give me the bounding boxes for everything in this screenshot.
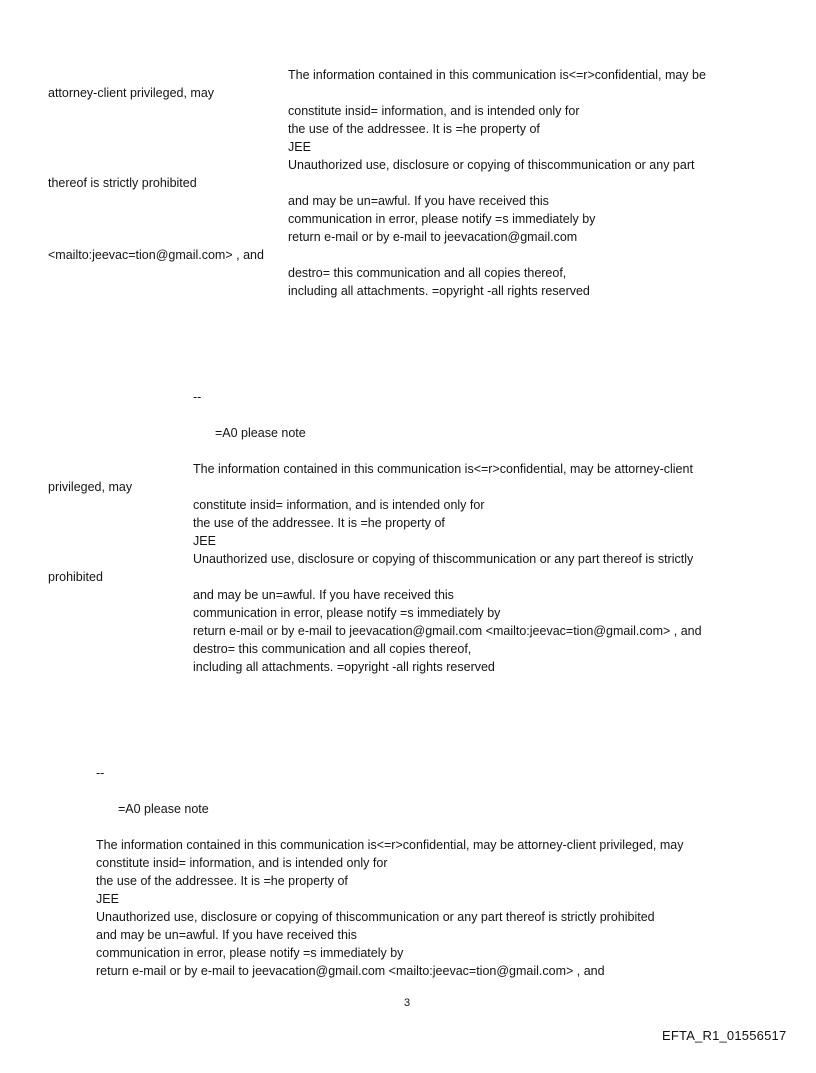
block3-dash: --	[96, 766, 105, 780]
block3-line-1: The information contained in this communication is<=r>confidential, may be attorney-client privileged, may	[96, 838, 684, 852]
block2-line-9: communication in error, please notify =s immediately by	[193, 606, 501, 620]
block1-line-2: attorney-client privileged, may	[48, 86, 215, 100]
block2-note: =A0 please note	[215, 426, 306, 440]
document-id: EFTA_R1_01556517	[662, 1028, 787, 1043]
block3-line-3: the use of the addressee. It is =he property of	[96, 874, 348, 888]
block2-line-2: privileged, may	[48, 480, 133, 494]
block1-line-9: communication in error, please notify =s immediately by	[288, 212, 596, 226]
page-number: 3	[404, 997, 411, 1009]
block3-line-7: communication in error, please notify =s immediately by	[96, 946, 404, 960]
block2-line-7: prohibited	[48, 570, 103, 584]
block2-line-6: Unauthorized use, disclosure or copying of thiscommunication or any part thereof is strictly	[193, 552, 694, 566]
block2-line-5: JEE	[193, 534, 216, 548]
block1-line-11: <mailto:jeevac=tion@gmail.com> , and	[48, 248, 264, 262]
block1-line-3: constitute insid= information, and is intended only for	[288, 104, 580, 118]
block2-dash: --	[193, 390, 202, 404]
block2-line-1: The information contained in this communication is<=r>confidential, may be attorney-client	[193, 462, 693, 476]
block2-line-12: including all attachments. =opyright -all rights reserved	[193, 660, 495, 674]
block3-line-8: return e-mail or by e-mail to jeevacation@gmail.com <mailto:jeevac=tion@gmail.com> , and	[96, 964, 605, 978]
block1-line-6: Unauthorized use, disclosure or copying of thiscommunication or any part	[288, 158, 695, 172]
block2-line-4: the use of the addressee. It is =he property of	[193, 516, 445, 530]
block3-line-4: JEE	[96, 892, 119, 906]
block1-line-7: thereof is strictly prohibited	[48, 176, 197, 190]
block3-line-2: constitute insid= information, and is intended only for	[96, 856, 388, 870]
block1-line-1: The information contained in this communication is<=r>confidential, may be	[288, 68, 706, 82]
block2-line-11: destro= this communication and all copies thereof,	[193, 642, 472, 656]
block3-note: =A0 please note	[118, 802, 209, 816]
block1-line-12: destro= this communication and all copies thereof,	[288, 266, 567, 280]
block2-line-8: and may be un=awful. If you have received this	[193, 588, 454, 602]
block1-line-5: JEE	[288, 140, 311, 154]
block2-line-10: return e-mail or by e-mail to jeevacation@gmail.com <mailto:jeevac=tion@gmail.com> , and	[193, 624, 702, 638]
block3-line-5: Unauthorized use, disclosure or copying of thiscommunication or any part thereof is strictly prohibited	[96, 910, 655, 924]
block1-line-8: and may be un=awful. If you have received this	[288, 194, 549, 208]
block3-line-6: and may be un=awful. If you have received this	[96, 928, 357, 942]
block2-line-3: constitute insid= information, and is intended only for	[193, 498, 485, 512]
block1-line-10: return e-mail or by e-mail to jeevacation@gmail.com	[288, 230, 578, 244]
block1-line-13: including all attachments. =opyright -all rights reserved	[288, 284, 590, 298]
block1-line-4: the use of the addressee. It is =he property of	[288, 122, 540, 136]
